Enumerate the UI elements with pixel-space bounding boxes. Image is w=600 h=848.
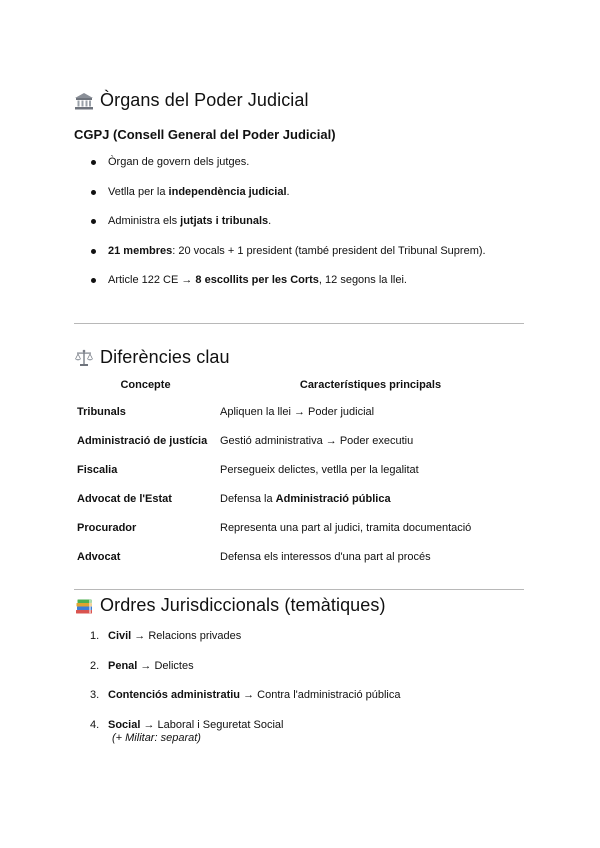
divider xyxy=(74,323,524,324)
table-cell-concept: Procurador xyxy=(77,522,137,534)
table-cell-concept: Advocat xyxy=(77,551,121,563)
section-organs-heading xyxy=(74,90,309,111)
list-item: Vetlla per la independència judicial. xyxy=(88,182,538,212)
cgpj-subtitle: CGPJ (Consell General del Poder Judicial) xyxy=(74,127,336,142)
list-item: 21 membres: 20 vocals + 1 president (també president del Tribunal Suprem). xyxy=(88,241,538,271)
divider xyxy=(74,589,524,590)
table-row xyxy=(74,516,524,545)
table-row xyxy=(74,458,524,487)
list-item: Administra els jutjats i tribunals. xyxy=(88,211,538,241)
differences-table xyxy=(74,374,524,574)
table-cell-description: Gestió administrativa → Poder executiu xyxy=(220,435,414,447)
table-header-row xyxy=(74,374,524,400)
table-cell-description: Defensa la Administració pública xyxy=(220,493,391,505)
table-cell-description: Defensa els interessos d'una part al procés xyxy=(220,551,431,563)
military-note: (+ Militar: separat) xyxy=(112,731,201,744)
list-item: Òrgan de govern dels jutges. xyxy=(88,152,538,182)
table-cell-description: Representa una part al judici, tramita documentació xyxy=(220,522,472,534)
section-orders-heading xyxy=(74,595,386,616)
table-cell-description: Persegueix delictes, vetlla per la legalitat xyxy=(220,464,419,476)
table-row xyxy=(74,400,524,429)
column-header: Concepte xyxy=(120,379,171,391)
books-icon xyxy=(74,597,94,615)
table-row xyxy=(74,487,524,516)
column-header: Característiques principals xyxy=(299,379,442,391)
list-item: 1. Civil → Relacions privades xyxy=(90,630,242,642)
table-cell-concept: Administració de justícia xyxy=(77,435,208,447)
list-item: 4. Social → Laboral i Seguretat Social (+ Militar: separat) xyxy=(90,715,520,745)
section-title: Diferències clau xyxy=(100,347,230,367)
cgpj-bullet-list xyxy=(88,152,538,300)
balance-scale-icon xyxy=(74,349,94,367)
table-cell-concept: Tribunals xyxy=(77,406,126,418)
list-item: Article 122 CE → 8 escollits per les Corts, 12 segons la llei. xyxy=(88,270,538,300)
table-cell-concept: Advocat de l'Estat xyxy=(77,493,172,505)
list-item: 3. Contenciós administratiu → Contra l'administració pública xyxy=(90,689,401,701)
classical-building-icon xyxy=(74,92,94,110)
list-item: 2. Penal → Delictes xyxy=(90,659,194,672)
table-row xyxy=(74,429,524,458)
section-title: Ordres Jurisdiccionals (temàtiques) xyxy=(100,595,386,615)
table-row xyxy=(74,545,524,574)
table-cell-concept: Fiscalia xyxy=(77,464,118,476)
section-title: Òrgans del Poder Judicial xyxy=(100,90,309,110)
jurisdictional-orders-list xyxy=(90,626,520,744)
table-cell-description: Apliquen la llei → Poder judicial xyxy=(220,406,375,418)
section-differences-heading xyxy=(74,347,230,368)
